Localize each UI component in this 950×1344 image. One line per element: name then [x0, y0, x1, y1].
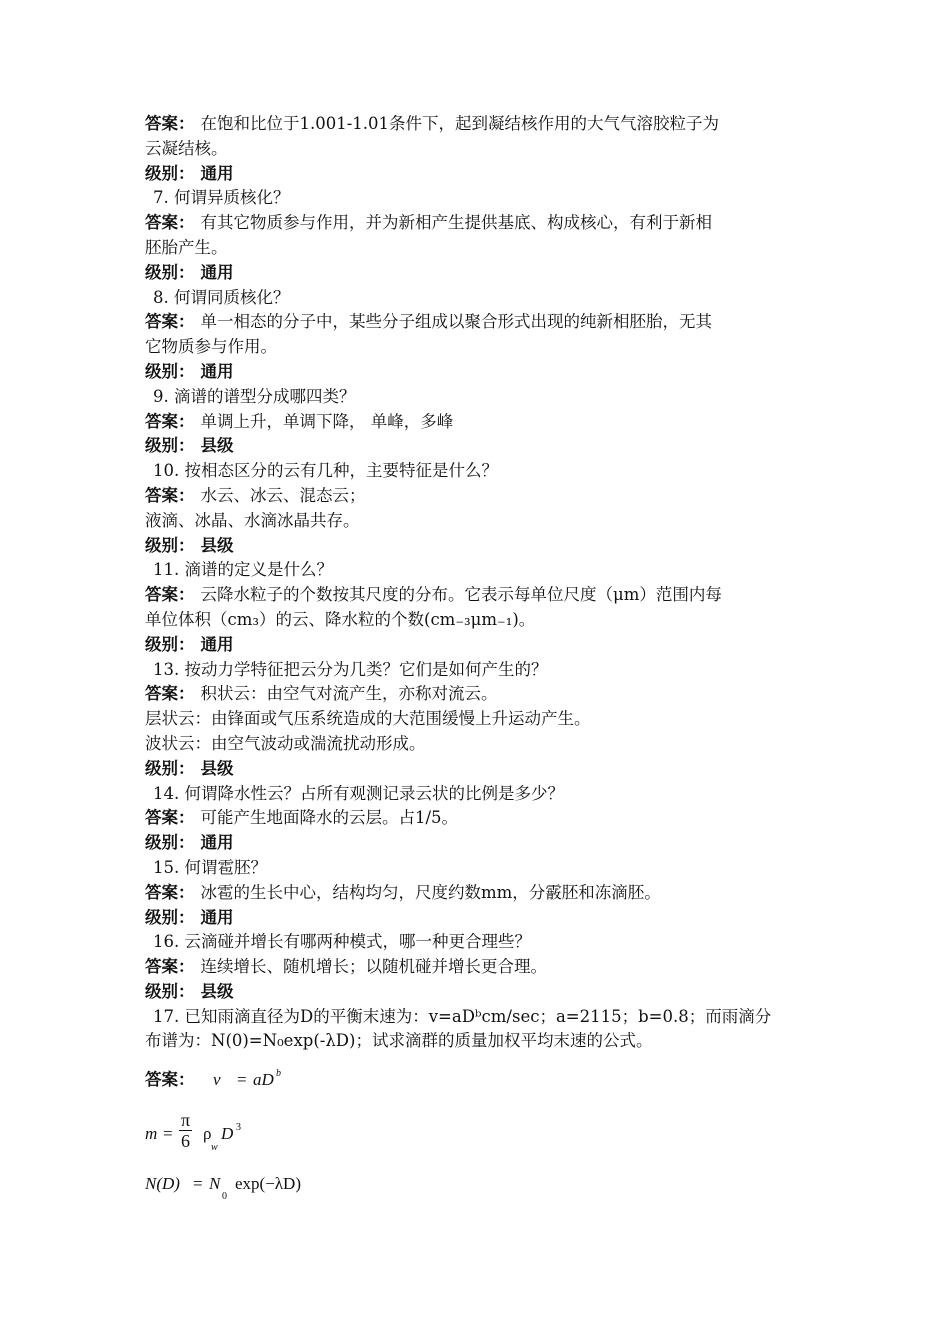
formula-sup: b	[276, 1068, 281, 1079]
level-value: 通用	[200, 907, 234, 927]
question: 17. 已知雨滴直径为D的平衡末速为：v=aDᵇcm/sec；a=2115；b=0.8；而雨滴分	[153, 1006, 772, 1026]
answer-text: 云降水粒子的个数按其尺度的分布。它表示每单位尺度（μm）范围内每	[200, 585, 722, 605]
answer-label: 答案：	[145, 114, 195, 133]
question-continuation: 布谱为：N(0)=N₀exp(-λD)；试求滴群的质量加权平均末速的公式。	[145, 1031, 653, 1051]
answer-line	[145, 410, 810, 435]
answer-label: 答案：	[145, 213, 195, 233]
level-label: 级别：	[145, 262, 195, 282]
fraction-numerator: π	[181, 1110, 191, 1130]
answer-continuation	[145, 335, 810, 360]
formula-sub: w	[211, 1142, 218, 1153]
formula-n: N	[209, 1174, 221, 1193]
level-value: 通用	[200, 833, 234, 853]
level-label: 级别：	[145, 634, 195, 654]
answer-continuation	[145, 608, 810, 633]
answer-line	[145, 310, 810, 335]
answer-text: 它物质参与作用。	[145, 337, 277, 357]
answer-text: 单位体积（cm₃）的云、降水粒的个数(cm₋₃μm₋₁)。	[145, 609, 536, 629]
answer-label: 答案：	[145, 312, 195, 332]
level-value: 县级	[200, 535, 234, 555]
answer-text: 单一相态的分子中，某些分子组成以聚合形式出现的纯新相胚胎，无其	[200, 312, 712, 332]
level-line	[145, 831, 810, 856]
formula-rhs: D	[221, 1124, 234, 1143]
level-value: 通用	[200, 634, 234, 654]
question: 16. 云滴碰并增长有哪两种模式，哪一种更合理些？	[153, 932, 531, 952]
answer-label: 答案：	[145, 485, 195, 505]
level-line	[145, 757, 810, 782]
level-line	[145, 360, 810, 385]
level-line	[145, 633, 810, 658]
formula-drop-distribution	[145, 1168, 545, 1204]
answer-text: 可能产生地面降水的云层。占1/5。	[200, 808, 459, 828]
answer-text: 层状云：由锋面或气压系统造成的大范围缓慢上升运动产生。	[145, 709, 591, 729]
answer-text: 云凝结核。	[145, 138, 228, 158]
question: 15. 何谓雹胚？	[153, 857, 267, 877]
answer-text: 胚胎产生。	[145, 237, 228, 257]
level-line	[145, 534, 810, 559]
formula-sub: 0	[222, 1191, 227, 1202]
question: 8. 何谓同质核化？	[153, 287, 290, 307]
formula-rho: ρ	[203, 1124, 212, 1143]
level-line	[145, 261, 810, 286]
answer-line	[145, 112, 810, 137]
formula-drop-mass	[145, 1110, 545, 1158]
question: 9. 滴谱的谱型分成哪四类？	[153, 386, 356, 406]
answer-line	[145, 682, 810, 707]
answer-text: 水云、冰云、混态云；	[200, 485, 366, 505]
formula-lhs: N(D)	[145, 1174, 180, 1193]
answer-label: 答案：	[145, 882, 195, 902]
answer-line	[145, 211, 810, 236]
level-value: 通用	[200, 361, 234, 381]
level-label: 级别：	[145, 535, 195, 555]
level-value: 通用	[200, 163, 234, 183]
level-line	[145, 906, 810, 931]
answer-label: 答案：	[145, 957, 195, 977]
question: 11. 滴谱的定义是什么？	[153, 560, 333, 580]
level-value: 县级	[200, 981, 234, 1001]
answer-text: 波状云：由空气波动或湍流扰动形成。	[145, 733, 426, 753]
formula-rest: exp(−λD)	[235, 1174, 301, 1193]
document-body	[145, 112, 810, 1093]
answer-continuation	[145, 707, 810, 732]
answer-continuation	[145, 236, 810, 261]
answer-continuation	[145, 509, 810, 534]
formula-lhs: m	[145, 1124, 158, 1143]
level-label: 级别：	[145, 833, 195, 853]
formula-terminal-velocity	[145, 1068, 545, 1104]
level-label: 级别：	[145, 163, 195, 183]
level-line	[145, 434, 810, 459]
level-value: 县级	[200, 436, 234, 456]
formula-fraction	[179, 1110, 192, 1151]
answer-text: 液滴、冰晶、水滴冰晶共存。	[145, 510, 360, 530]
formula-sup: 3	[236, 1122, 241, 1133]
answer-text: 连续增长、随机增长；以随机碰并增长更合理。	[200, 957, 547, 977]
level-value: 县级	[200, 758, 234, 778]
answer-label: 答案：	[145, 1070, 195, 1090]
question: 14. 何谓降水性云？占所有观测记录云状的比例是多少？	[153, 783, 564, 803]
level-label: 级别：	[145, 981, 195, 1001]
answer-line	[145, 806, 810, 831]
answer-label: 答案：	[145, 585, 195, 605]
level-label: 级别：	[145, 907, 195, 927]
level-line	[145, 980, 810, 1005]
formula-eq: =	[193, 1174, 203, 1193]
formula-rhs: aD	[253, 1070, 274, 1089]
formula-lhs: v	[213, 1070, 221, 1089]
answer-line	[145, 484, 810, 509]
answer-text: 积状云：由空气对流产生，亦称对流云。	[200, 684, 498, 704]
formula-eq: =	[237, 1070, 247, 1089]
answer-text: 有其它物质参与作用，并为新相产生提供基底、构成核心，有利于新相	[200, 213, 712, 233]
question: 10. 按相态区分的云有几种，主要特征是什么？	[153, 461, 498, 481]
formula-eq: =	[163, 1124, 173, 1143]
answer-text: 在饱和比位于1.001-1.01条件下，起到凝结核作用的大气气溶胶粒子为	[200, 114, 720, 133]
level-label: 级别：	[145, 436, 195, 456]
answer-text: 冰雹的生长中心，结构均匀，尺度约数mm，分霰胚和冻滴胚。	[200, 882, 661, 902]
answer-label: 答案：	[145, 808, 195, 828]
answer-line	[145, 583, 810, 608]
answer-text: 单调上升，单调下降， 单峰，多峰	[200, 411, 454, 431]
answer-line	[145, 881, 810, 906]
level-label: 级别：	[145, 361, 195, 381]
fraction-denominator: 6	[181, 1131, 191, 1151]
answer-continuation	[145, 732, 810, 757]
level-label: 级别：	[145, 758, 195, 778]
question: 13. 按动力学特征把云分为几类？它们是如何产生的？	[153, 659, 548, 679]
level-value: 通用	[200, 262, 234, 282]
level-line	[145, 162, 810, 187]
question: 7. 何谓异质核化？	[153, 188, 290, 208]
answer-label: 答案：	[145, 411, 195, 431]
answer-label: 答案：	[145, 684, 195, 704]
answer-line	[145, 955, 810, 980]
answer-continuation	[145, 137, 810, 162]
